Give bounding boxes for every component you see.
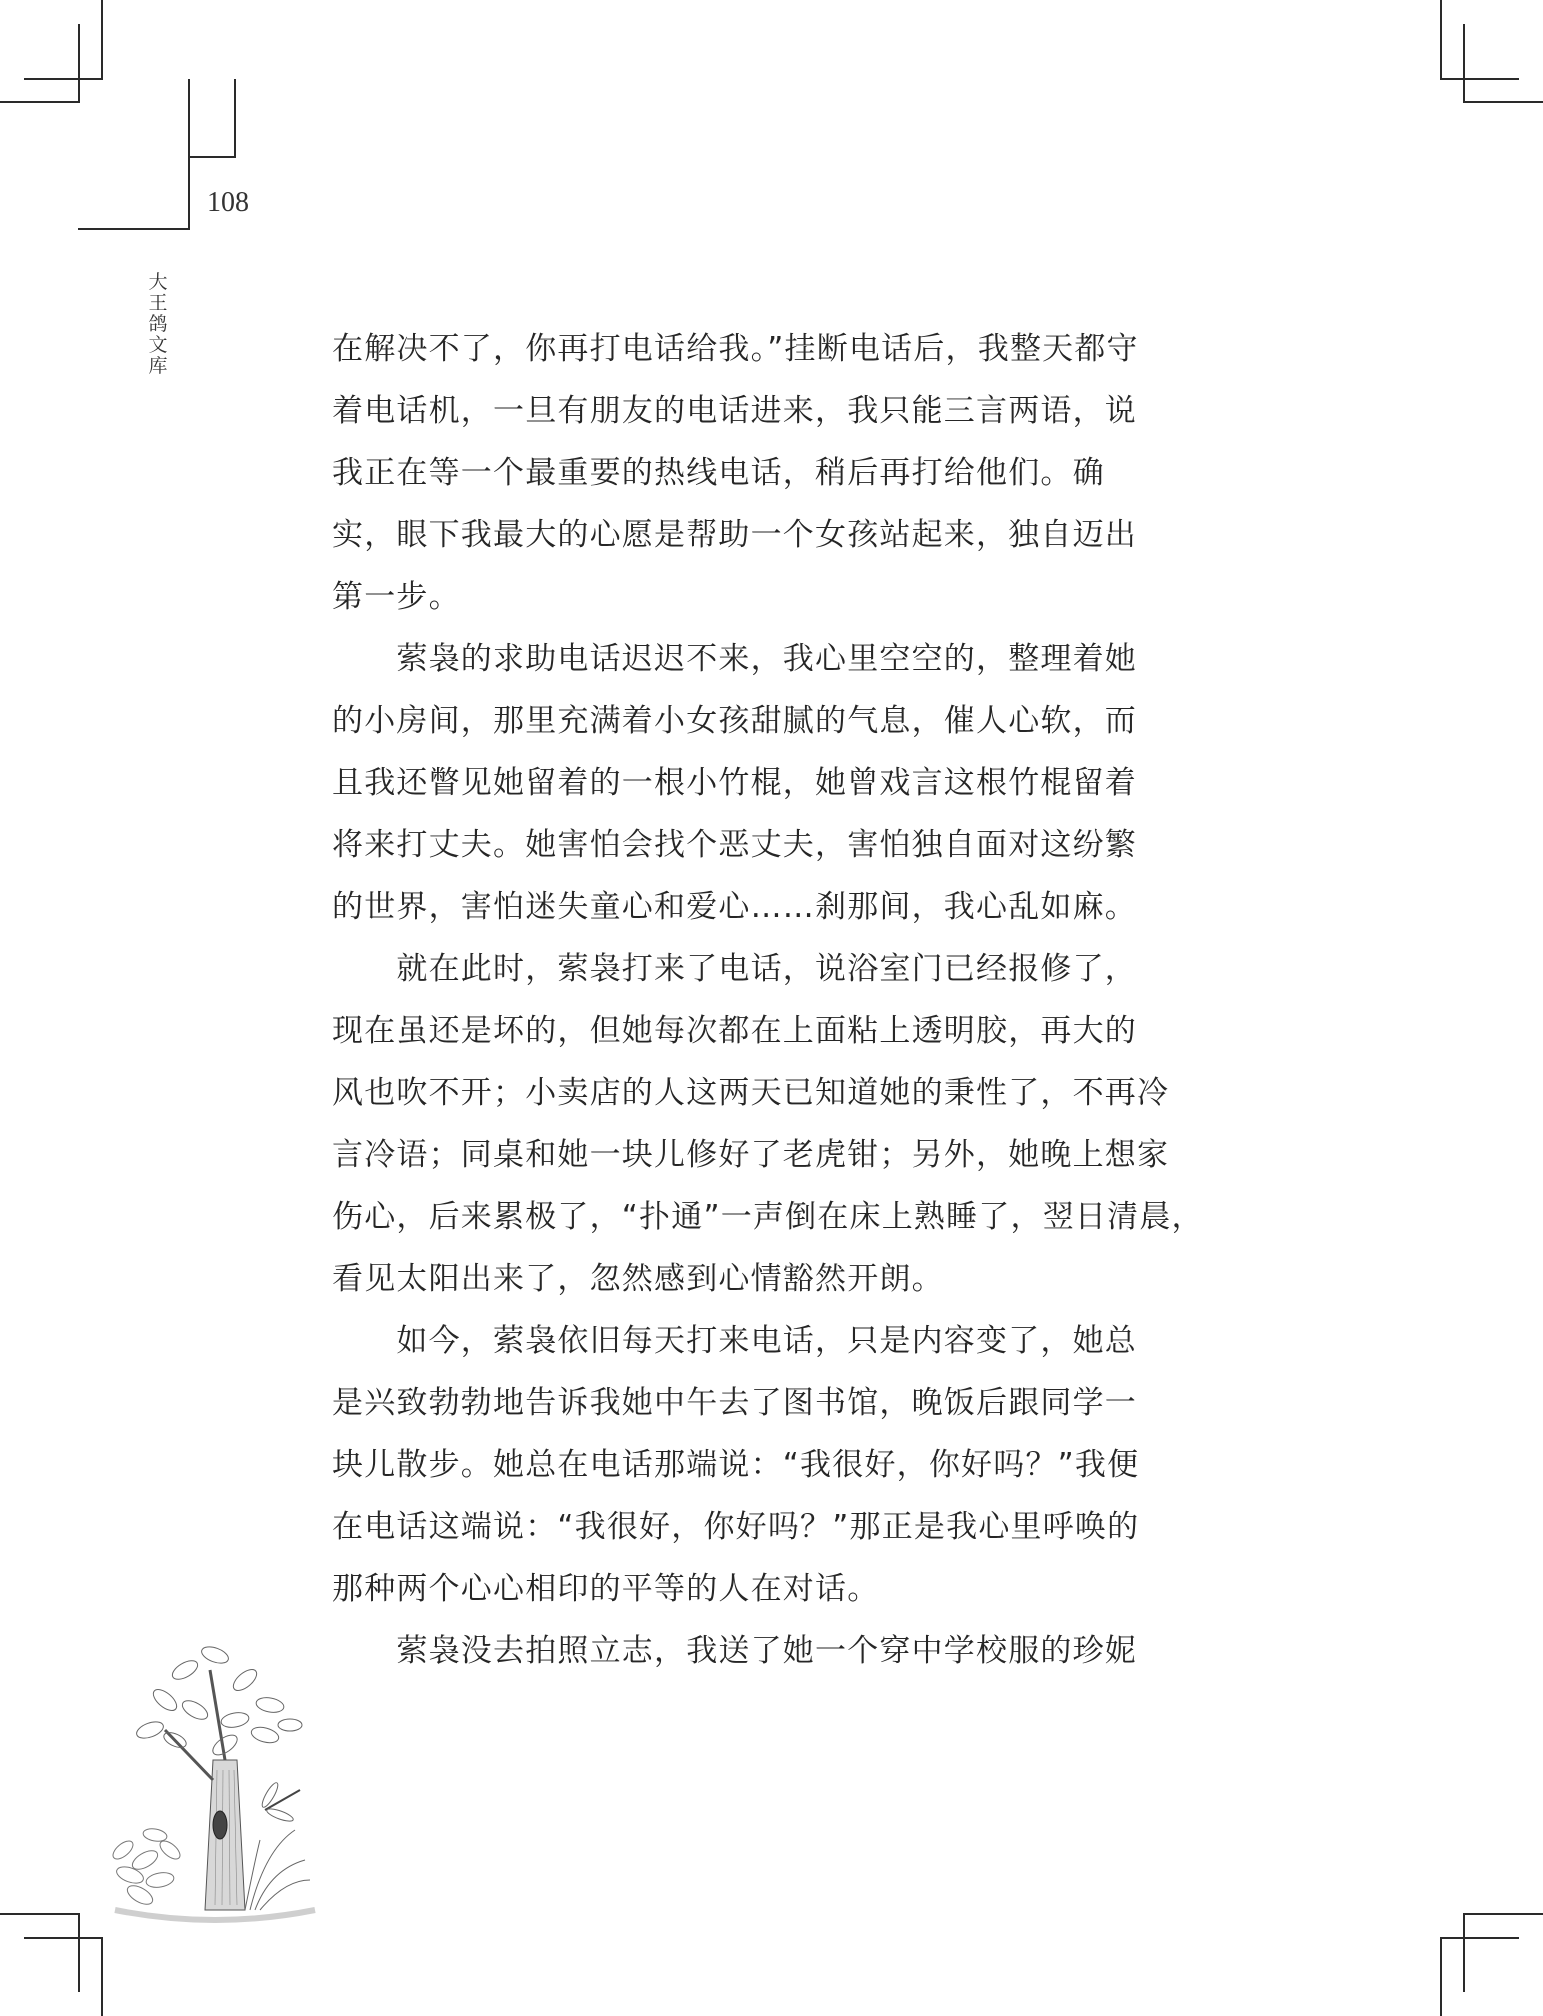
crop-mark [1463, 101, 1543, 103]
text-line: 块儿散步。她总在电话那端说：“我很好，你好吗？”我便 [332, 1447, 1140, 1483]
series-title [146, 272, 170, 377]
text-line: 那种两个心心相印的平等的人在对话。 [332, 1571, 880, 1607]
text-line: 在电话这端说：“我很好，你好吗？”那正是我心里呼唤的 [332, 1509, 1140, 1545]
text-line: 言冷语；同桌和她一块儿修好了老虎钳；另外，她晚上想家 [332, 1137, 1170, 1173]
crop-mark [101, 0, 103, 79]
crop-mark [24, 1937, 103, 1939]
crop-mark [101, 1937, 103, 2016]
header-rule [188, 79, 190, 230]
crop-mark [1440, 78, 1519, 80]
text-line: 着电话机，一旦有朋友的电话进来，我只能三言两语，说 [332, 393, 1137, 429]
crop-mark [0, 1913, 80, 1915]
text-line: 是兴致勃勃地告诉我她中午去了图书馆，晚饭后跟同学一 [332, 1385, 1137, 1421]
text-line: 现在虽还是坏的，但她每次都在上面粘上透明胶，再大的 [332, 1013, 1137, 1049]
text-line: 伤心，后来累极了，“扑通”一声倒在床上熟睡了，翌日清晨， [332, 1199, 1204, 1235]
page-number: 108 [207, 187, 249, 218]
crop-mark [1463, 24, 1465, 103]
text-line: 第一步。 [332, 579, 461, 615]
crop-mark [78, 1913, 80, 1992]
crop-mark [24, 78, 103, 80]
body-text [332, 318, 1204, 1682]
text-line: 且我还瞥见她留着的一根小竹棍，她曾戏言这根竹棍留着 [332, 765, 1137, 801]
series-char: 鸽 [148, 313, 168, 335]
text-line: 如今，萦袅依旧每天打来电话，只是内容变了，她总 [332, 1323, 1137, 1359]
text-line: 将来打丈夫。她害怕会找个恶丈夫，害怕独自面对这纷繁 [332, 827, 1137, 863]
series-char: 王 [148, 292, 168, 314]
text-line: 我正在等一个最重要的热线电话，稍后再打给他们。确 [332, 455, 1105, 491]
crop-mark [1440, 1937, 1442, 2016]
text-line: 的小房间，那里充满着小女孩甜腻的气息，催人心软，而 [332, 703, 1137, 739]
crop-mark [1440, 0, 1442, 79]
crop-mark [1463, 1913, 1543, 1915]
series-char: 大 [148, 271, 168, 293]
crop-mark [78, 24, 80, 103]
text-line: 的世界，害怕迷失童心和爱心……刹那间，我心乱如麻。 [332, 889, 1137, 925]
text-line: 在解决不了，你再打电话给我。”挂断电话后，我整天都守 [332, 331, 1139, 367]
tree-illustration [95, 1610, 335, 1940]
text-line: 风也吹不开；小卖店的人这两天已知道她的秉性了，不再冷 [332, 1075, 1170, 1111]
crop-mark [1463, 1913, 1465, 1992]
series-char: 文 [148, 334, 168, 356]
text-line: 萦袅没去拍照立志，我送了她一个穿中学校服的珍妮 [332, 1633, 1137, 1669]
text-line: 就在此时，萦袅打来了电话，说浴室门已经报修了， [332, 951, 1137, 987]
crop-mark [1440, 1937, 1519, 1939]
header-rule [188, 156, 236, 158]
text-line: 实，眼下我最大的心愿是帮助一个女孩站起来，独自迈出 [332, 517, 1137, 553]
crop-mark [0, 101, 80, 103]
text-line: 萦袅的求助电话迟迟不来，我心里空空的，整理着她 [332, 641, 1137, 677]
header-rule [234, 79, 236, 158]
text-line: 看见太阳出来了，忽然感到心情豁然开朗。 [332, 1261, 944, 1297]
series-char: 库 [148, 355, 168, 377]
header-rule [78, 228, 190, 230]
